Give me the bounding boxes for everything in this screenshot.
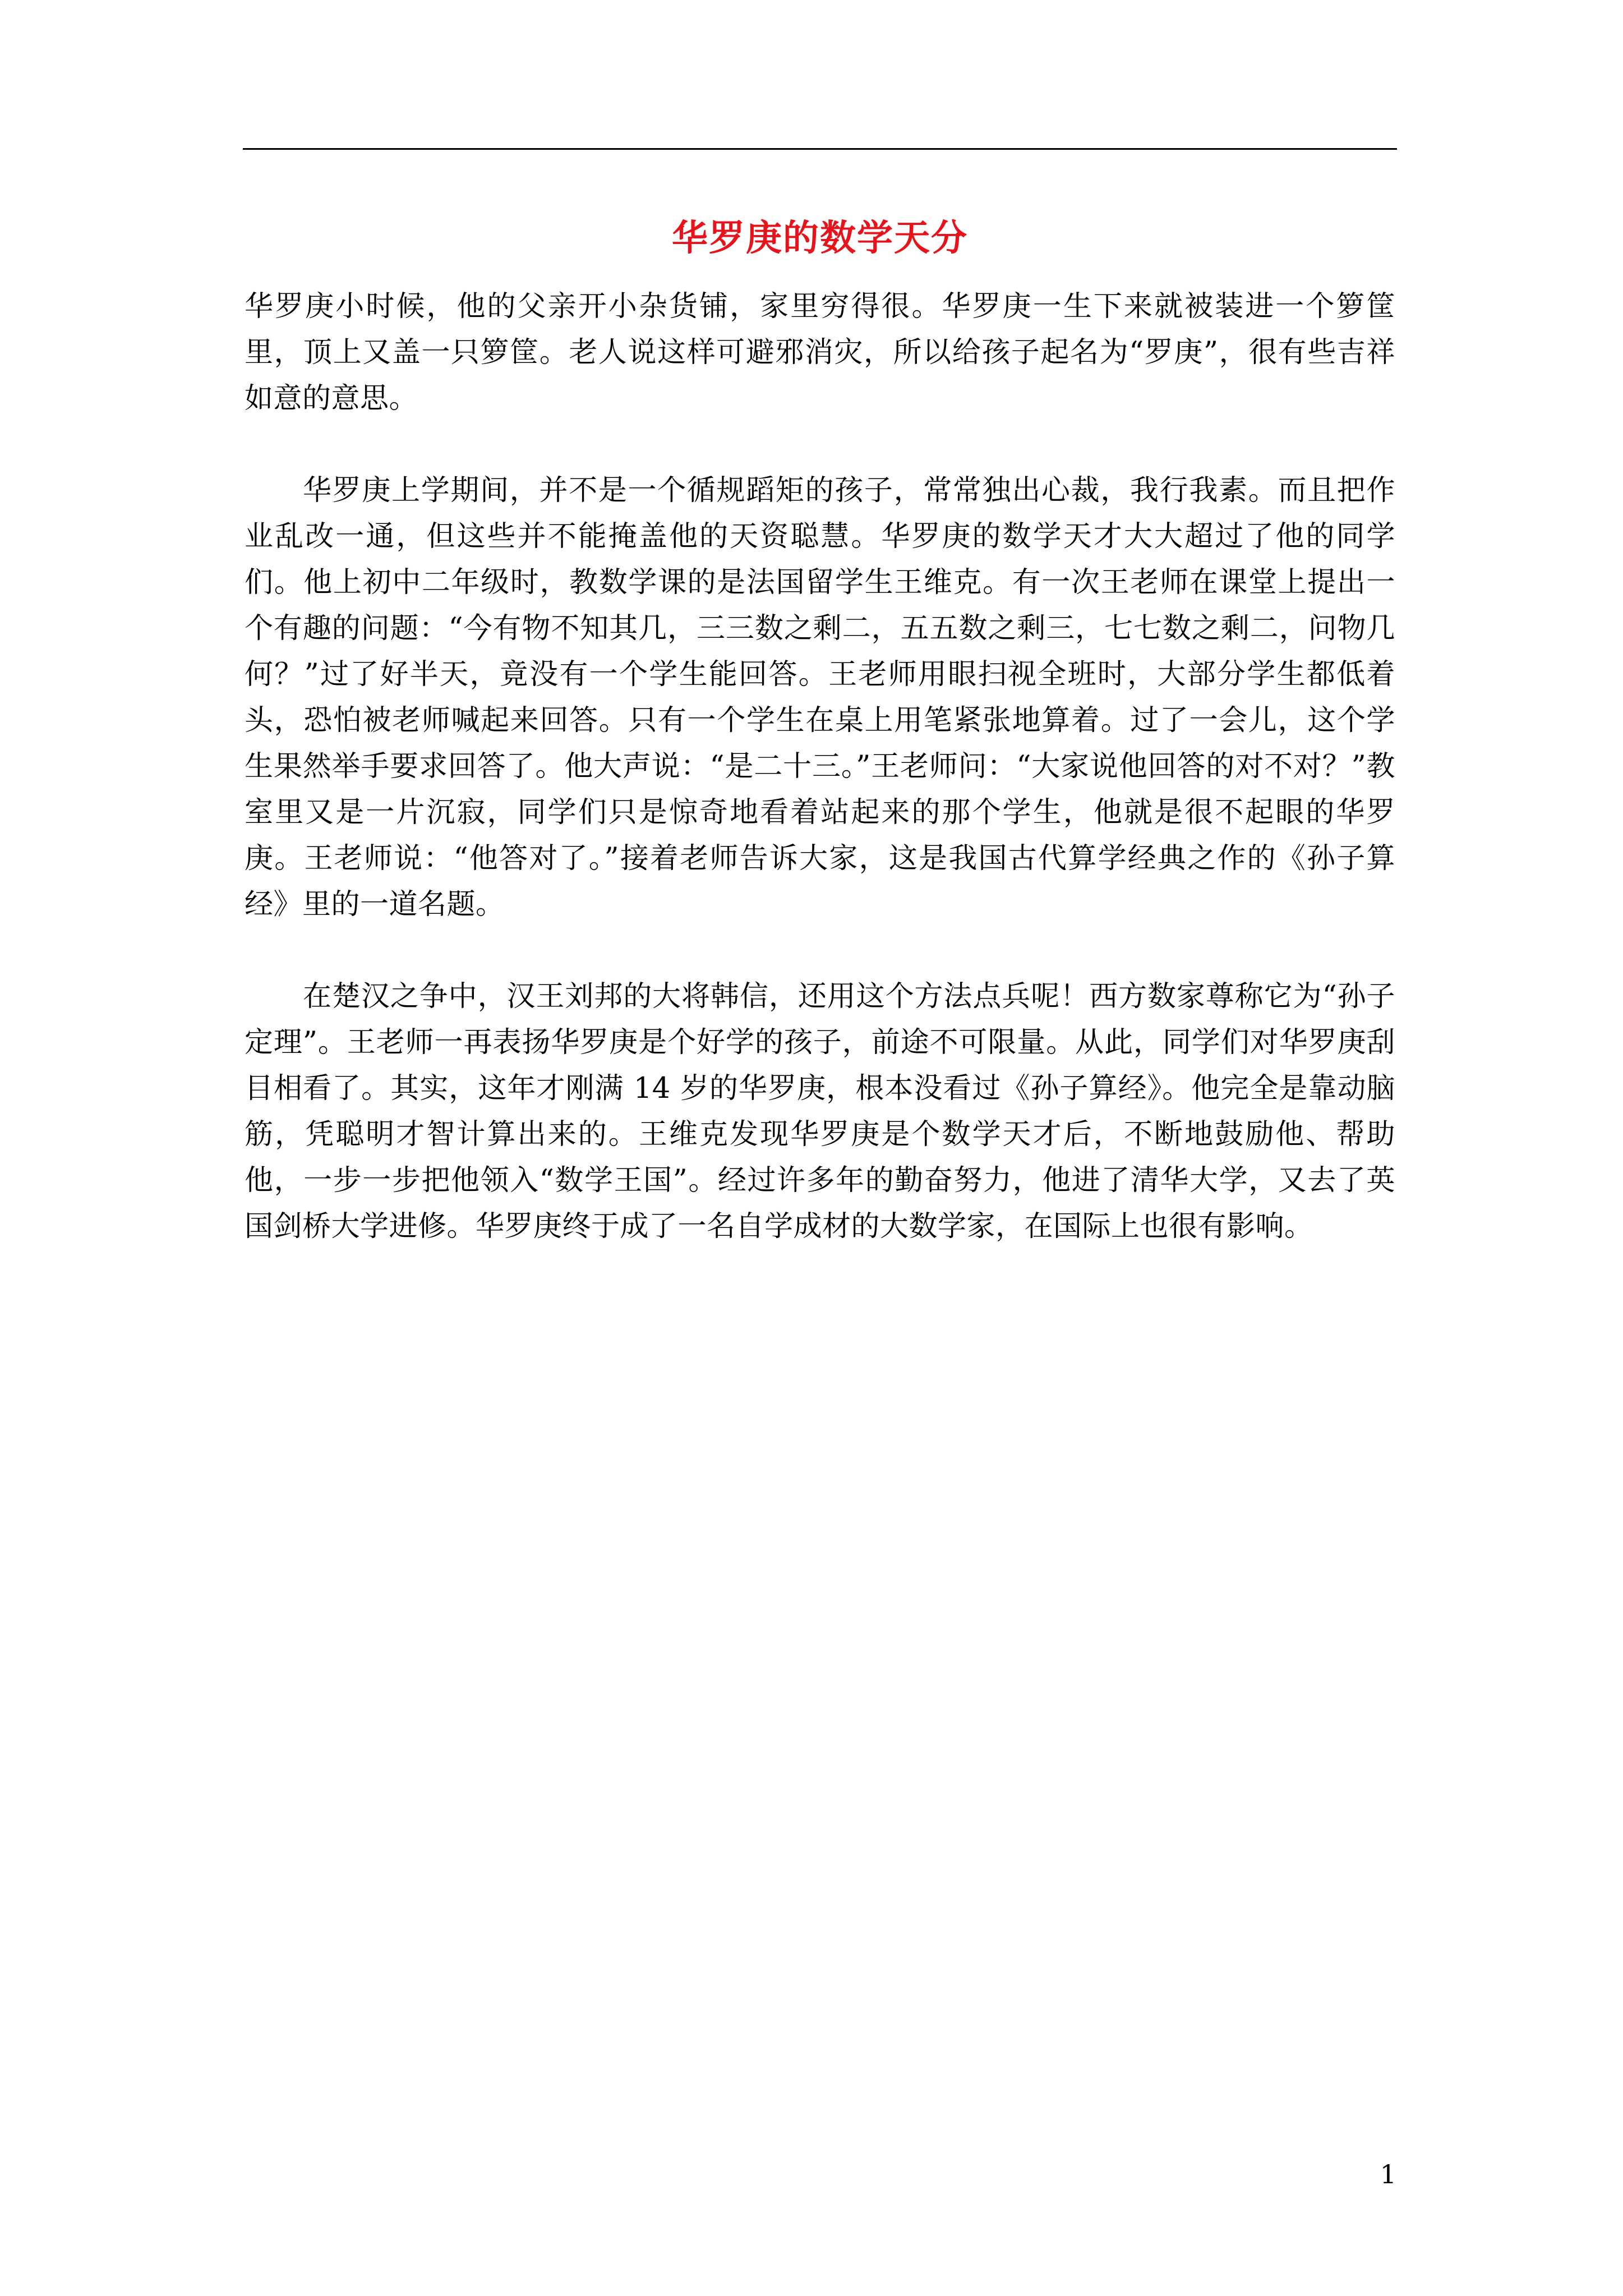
paragraph-2: 华罗庚上学期间，并不是一个循规蹈矩的孩子，常常独出心裁，我行我素。而且把作业乱改一通，但这些并不能掩盖他的天资聪慧。华罗庚的数学天才大大超过了他的同学们。他上初中二年级时，教数学课的是法国留学生王维克。有一次王老师在课堂上提出一个有趣的问题：“今有物不知其几，三三数之剩二，五五数之剩三，七七数之剩二，问物几何？”过了好半天，竟没有一个学生能回答。王老师用眼扫视全班时，大部分学生都低着头，恐怕被老师喊起来回答。只有一个学生在桌上用笔紧张地算着。过了一会儿，这个学生果然举手要求回答了。他大声说：“是二十三。”王老师问：“大家说他回答的对不对？”教室里又是一片沉寂，同学们只是惊奇地看着站起来的那个学生，他就是很不起眼的华罗庚。王老师说：“他答对了。”接着老师告诉大家，这是我国古代算学经典之作的《孙子算经》里的一道名题。 xyxy=(245,474,1395,921)
header-rule xyxy=(243,148,1397,150)
document-title: 华罗庚的数学天分 xyxy=(672,217,968,259)
paragraph-spacer xyxy=(245,422,1395,468)
paragraph-3: 在楚汉之争中，汉王刘邦的大将韩信，还用这个方法点兵呢！西方数家尊称它为“孙子定理”。王老师一再表扬华罗庚是个好学的孩子，前途不可限量。从此，同学们对华罗庚刮目相看了。其实，这年才刚满 14 岁的华罗庚，根本没看过《孙子算经》。他完全是靠动脑筋，凭聪明才智计算出来的。王维克发现华罗庚是个数学天才后，不断地鼓励他、帮助他，一步一步把他领入“数学王国”。经过许多年的勤奋努力，他进了清华大学，又去了英国剑桥大学进修。华罗庚终于成了一名自学成材的大数学家，在国际上也很有影响。 xyxy=(245,980,1395,1243)
paragraph-1: 华罗庚小时候，他的父亲开小杂货铺，家里穷得很。华罗庚一生下来就被装进一个箩筐里，顶上又盖一只箩筐。老人说这样可避邪消灾，所以给孩子起名为“罗庚”，很有些吉祥如意的意思。 xyxy=(245,290,1395,415)
page-number: 1 xyxy=(1380,2159,1396,2189)
paragraph-spacer xyxy=(245,928,1395,974)
document-body xyxy=(245,284,1395,1250)
